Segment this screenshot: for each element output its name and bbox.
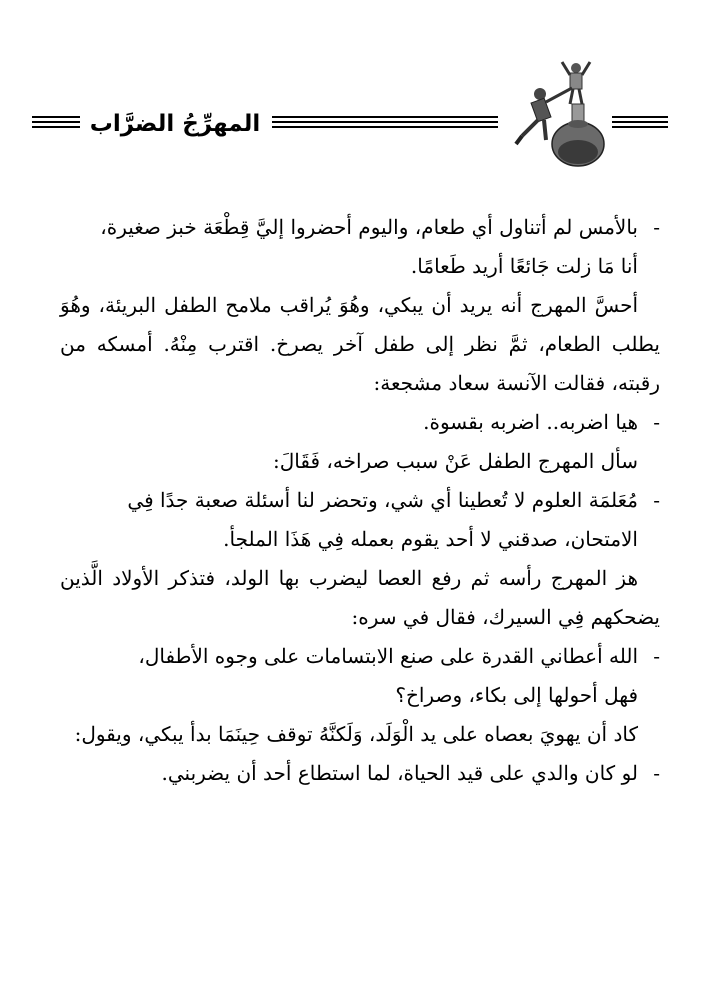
chapter-header — [32, 58, 672, 168]
dialog-text-continued: فهل أحولها إلى بكاء، وصراخ؟ — [395, 683, 638, 707]
clown-on-cannon-icon — [512, 58, 612, 168]
header-rule-left — [32, 116, 80, 130]
dialog-text: لو كان والدي على قيد الحياة، لما استطاع أحد أن يضربني. — [161, 761, 638, 785]
dialog-line — [60, 754, 660, 793]
story-text — [60, 208, 660, 793]
dialog-dash: - — [653, 761, 660, 785]
dialog-dash: - — [653, 410, 660, 434]
dialog-line — [60, 208, 660, 286]
dialog-line — [60, 481, 660, 559]
dialog-dash: - — [653, 488, 660, 512]
narration-paragraph: كاد أن يهويَ بعصاه على يد الْوَلَد، وَلَكنَّهُ توقف حِينَمَا بدأ يبكي، ويقول: — [74, 722, 638, 746]
header-rule-middle — [272, 116, 498, 130]
chapter-title: المهرِّجُ الضرَّاب — [89, 111, 261, 137]
dialog-text: بالأمس لم أتناول أي طعام، واليوم أحضروا إليَّ قِطْعَة خبز صغيرة، — [100, 215, 638, 239]
dialog-text-continued: أنا مَا زلت جَائعًا أريد طَعامًا. — [410, 254, 638, 278]
dialog-dash: - — [653, 644, 660, 668]
dialog-line — [60, 403, 660, 442]
dialog-text: مُعَلمَة العلوم لا تُعطينا أي شي، وتحضر لنا أسئلة صعبة جدًا فِي — [127, 488, 638, 512]
dialog-text-continued: الامتحان، صدقني لا أحد يقوم بعمله فِي هَذَا الملجأ. — [223, 527, 638, 551]
header-rule-right — [612, 116, 668, 130]
narration-line: سأل المهرج الطفل عَنْ سبب صراخه، فَقَالَ: — [273, 449, 638, 473]
dialog-text: هيا اضربه.. اضربه بقسوة. — [423, 410, 638, 434]
narration-paragraph: هز المهرج رأسه ثم رفع العصا ليضرب بها الولد، فتذكر الأولاد الَّذين يضحكهم فِي السيرك، فقال في سره: — [60, 566, 660, 629]
dialog-line — [60, 637, 660, 715]
dialog-text: الله أعطاني القدرة على صنع الابتسامات على وجوه الأطفال، — [138, 644, 638, 668]
dialog-dash: - — [653, 215, 660, 239]
narration-paragraph: أحسَّ المهرج أنه يريد أن يبكي، وهُوَ يُراقب ملامح الطفل البريئة، وهُوَ يطلب الطعام، ثمَّ نظر إلى طفل آخر يصرخ. اقترب مِنْهُ. أمسكه من رقبته، فقالت الآنسة سعاد مشجعة: — [60, 293, 660, 395]
